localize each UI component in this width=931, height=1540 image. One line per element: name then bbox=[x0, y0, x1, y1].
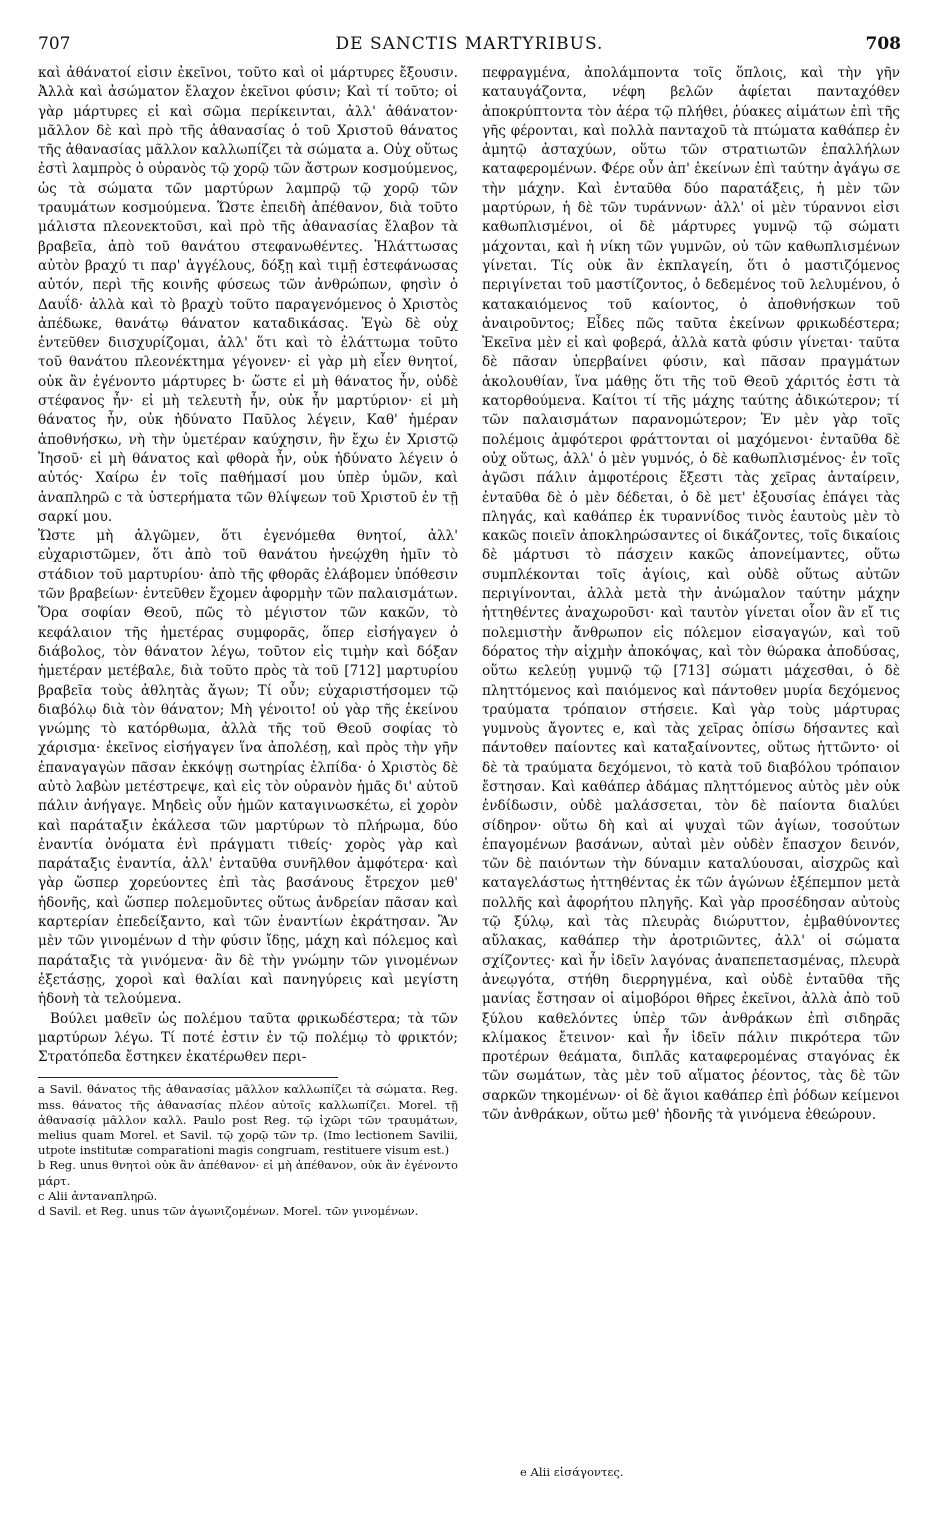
page-header bbox=[38, 34, 901, 58]
footnote-c: c Alii ἀνταναπληρῶ. bbox=[38, 1188, 158, 1203]
footnote-a: a Savil. θάνατος τῆς ἀθανασίας μᾶλλον καλλωπίζει τὰ σώματα. Reg. mss. θάνατος τῆς ἀθανασίας πλέον αὐτοῖς καλλωπίζει. Morel. τῇ ἀθανασίᾳ μᾶλλον καλλ. Paulo post Reg. τῷ ἰχῶρι τῶν τραυμάτων, melius quam Morel. et Savil. τῷ χορῷ τῶν τρ. (Imo lectionem Savilii, utpote institutæ comparationi magis congruam, restituere visum est.) bbox=[38, 1082, 458, 1158]
right-column bbox=[482, 64, 900, 1125]
paragraph: Βούλει μαθεῖν ὡς πολέμου ταῦτα φρικωδέστερα; τὰ τῶν μαρτύρων λέγω. Τί ποτέ ἐστιν ἐν τῷ πολέμῳ τὸ φρικτόν; Στρατόπεδα ἔστηκεν ἑκατέρωθεν περι- bbox=[38, 1010, 458, 1066]
footnote-d: d Savil. et Reg. unus τῶν ἀγωνιζομένων. Morel. τῶν γινομένων. bbox=[38, 1204, 419, 1219]
paragraph: Ὥστε μὴ ἀλγῶμεν, ὅτι ἐγενόμεθα θνητοί, ἀλλ' εὐχαριστῶμεν, ὅτι ἀπὸ τοῦ θανάτου ἠνεῴχθη ἡμῖν τὸ στάδιον τοῦ μαρτυρίου· ἀπὸ τῆς φθορᾶς ἐλάβομεν ὑπόθεσιν τῶν βραβείων· ἐντεῦθεν ἔχομεν ἀφορμὴν τῶν παλαισμάτων. Ὅρα σοφίαν Θεοῦ, πῶς τὸ μέγιστον τῶν κακῶν, τὸ κεφάλαιον τῆς ἡμετέρας συμφορᾶς, ὅπερ εἰσήγαγεν ὁ διάβολος, τὸν θάνατον λέγω, τοῦτον εἰς τιμὴν καὶ δόξαν ἡμετέραν μετέβαλε, διὰ τοῦτο πρὸς τὰ τοῦ [712] μαρτυρίου βραβεῖα τοὺς ἀθλητὰς ἄγων; Τί οὖν; εὐχαριστήσομεν τῷ διαβόλῳ διὰ τὸν θάνατον; Μὴ γένοιτο! οὐ γὰρ τῆς ἐκείνου γνώμης τὸ κατόρθωμα, ἀλλὰ τῆς τοῦ Θεοῦ σοφίας τὸ χάρισμα· ἐκεῖνος εἰσήγαγεν ἵνα ἀπολέσῃ, καὶ πρὸς τὴν γῆν ἐπαναγαγὼν πᾶσαν ἐκκόψῃ σωτηρίας ἐλπίδα· ὁ Χριστὸς δὲ αὐτὸ λαβὼν μετέστρεψε, καὶ εἰς τὸν οὐρανὸν ἡμᾶς δι' αὐτοῦ πάλιν ἀνήγαγε. Μηδεὶς οὖν ἡμῶν καταγινωσκέτω, εἰ χορὸν καὶ παράταξιν ἐκάλεσα τῶν μαρτύρων τὸ πλήρωμα, δύο ἐναντία ὀνόματα ἐνὶ πράγματι τιθείς· χορὸς γὰρ καὶ παράταξις ἐναντία, ἀλλ' ἐνταῦθα συνῆλθον ἀμφότερα· καὶ γὰρ ὥσπερ χορεύοντες ἐπὶ τὰς βασάνους ἔτρεχον μεθ' ἡδονῆς, καὶ ὥσπερ πολεμοῦντες οὕτως ἀνδρείαν πᾶσαν καὶ καρτερίαν ἐπεδείξαντο, καὶ τῶν ἐναντίων ἐκράτησαν. Ἂν μὲν τῶν γινομένων d τὴν φύσιν ἴδῃς, μάχη καὶ πόλεμος καὶ παράταξις τὰ γινόμενα· ἂν δὲ τὴν γνώμην τῶν γινομένων ἐξετάσῃς, χοροὶ καὶ θαλίαι καὶ πανηγύρεις καὶ μεγίστη ἡδονὴ τὰ τελούμενα. bbox=[38, 528, 458, 1008]
footnote-e: e Alii εἰσάγοντες. bbox=[520, 1465, 624, 1479]
page-number-right: 708 bbox=[865, 34, 901, 54]
left-column bbox=[38, 64, 458, 1219]
running-title: DE SANCTIS MARTYRIBUS. bbox=[335, 34, 604, 54]
paragraph: πεφραγμένα, ἀπολάμποντα τοῖς ὅπλοις, καὶ τὴν γῆν καταυγάζοντα, νέφη βελῶν ἀφίεται πανταχόθεν ἀποκρύπτοντα τὸν ἀέρα τῷ πλήθει, ῥύακες αἱμάτων ἐπὶ τῆς γῆς φέρονται, καὶ πολλὰ πανταχοῦ τὰ πτώματα καθάπερ ἐν ἀμητῷ ἀσταχύων, οὕτω τῶν στρατιωτῶν ἐπαλλήλων καταφερομένων. Φέρε οὖν ἀπ' ἐκείνων ἐπὶ ταύτην ἀγάγω σε τὴν μάχην. Καὶ ἐνταῦθα δύο παρατάξεις, ἡ μὲν τῶν μαρτύρων, ἡ δὲ τῶν τυράννων· ἀλλ' οἱ μὲν τύραννοι εἰσι καθωπλισμένοι, οἱ δὲ μάρτυρες γυμνῷ τῷ σώματι μάχονται, καὶ ἡ νίκη τῶν γυμνῶν, οὐ τῶν καθωπλισμένων γίνεται. Τίς οὐκ ἂν ἐκπλαγείη, ὅτι ὁ μαστιζόμενος περιγίνεται τοῦ μαστίζοντος, ὁ δεδεμένος τοῦ λελυμένου, ὁ κατακαιόμενος τοῦ καίοντος, ὁ ἀποθνήσκων τοῦ ἀναιροῦντος; Εἶδες πῶς ταῦτα ἐκείνων φρικωδέστερα; Ἐκεῖνα μὲν εἰ καὶ φοβερά, ἀλλὰ κατὰ φύσιν γίνεται· ταῦτα δὲ πᾶσαν ὑπερβαίνει φύσιν, καὶ πᾶσαν πραγμάτων ἀκολουθίαν, ἵνα μάθῃς ὅτι τῆς τοῦ Θεοῦ χάριτός ἐστι τὰ κατορθούμενα. Καίτοι τί τῆς μάχης ταύτης ἀδικώτερον; τί τῶν παλαισμάτων παρανομώτερον; Ἐν μὲν γὰρ τοῖς πολέμοις ἀμφότεροι φράττονται οἱ μαχόμενοι· ἐνταῦθα δὲ οὐχ οὕτως, ἀλλ' ὁ μὲν γυμνός, ὁ δὲ καθωπλισμένος· ἐν τοῖς ἀγῶσι πάλιν ἀμφοτέροις ἔξεστι τὰς χεῖρας ἀνταίρειν, ἐνταῦθα δὲ ὁ μὲν δέδεται, ὁ δὲ μετ' ἐξουσίας ἐπάγει τὰς πληγάς, καὶ καθάπερ ἐκ τυραννίδος τινὸς ἑαυτοὺς μὲν τὸ κακῶς ποιεῖν ἀποκληρώσαντες οἱ δικάζοντες, τοῖς δικαίοις δὲ μάρτυσι τὸ πάσχειν κακῶς ἀπονείμαντες, οὕτω συμπλέκονται τοῖς ἁγίοις, καὶ οὐδὲ οὕτως αὐτῶν περιγίνονται, ἀλλὰ μετὰ τὴν ἀνώμαλον ταύτην μάχην ἡττηθέντες ἀναχωροῦσι· καὶ ταυτὸν γίνεται οἷον ἂν εἴ τις πολεμιστὴν ἄνθρωπον εἰς πόλεμον εἰσαγαγών, καὶ τοῦ δόρατος τὴν αἰχμὴν ἀποκόψας, καὶ τὸν θώρακα ἀποδύσας, οὕτω κελεύῃ γυμνῷ τῷ [713] σώματι μάχεσθαι, ὁ δὲ πληττόμενος καὶ παιόμενος καὶ πάντοθεν μυρία δεχόμενος τραύματα τρόπαιον στήσειε. Καὶ γὰρ τοὺς μάρτυρας γυμνοὺς ἄγοντες e, καὶ τὰς χεῖρας ὀπίσω δήσαντες καὶ πάντοθεν παίοντες καὶ καταξαίνοντες, οὕτως ἡττῶντο· οἱ δὲ τὰ τραύματα δεχόμενοι, τὸ κατὰ τοῦ διαβόλου τρόπαιον ἔστησαν. Καὶ καθάπερ ἀδάμας πληττόμενος αὐτὸς μὲν οὐκ ἐνδίδωσιν, οὐδὲ μαλάσσεται, τὸν δὲ παίοντα διαλύει σίδηρον· οὕτω δὴ καὶ αἱ ψυχαὶ τῶν ἁγίων, τοσούτων ἐπαγομένων βασάνων, αὐταὶ μὲν οὐδὲν ἔπασχον δεινόν, τῶν δὲ παιόντων τὴν δύναμιν καταλύουσαι, αἰσχρῶς καὶ καταγελάστως ἡττηθέντας ἐκ τῶν ἀγώνων ἐξέπεμπον μετὰ πολλῆς καὶ ἀφορήτου πληγῆς. Καὶ γὰρ προσέδησαν αὐτοὺς τῷ ξύλῳ, καὶ τὰς πλευρὰς διώρυττον, ἐμβαθύνοντες αὔλακας, καθάπερ τὴν ἀροτριῶντες, ἀλλ' οἱ σώματα σχίζοντες· καὶ ἦν ἰδεῖν λαγόνας ἀναπεπετασμένας, πλευρὰ ἀνεῳγότα, στήθη διερρηγμένα, καὶ οὐδὲ ἐνταῦθα τῆς μανίας ἔστησαν οἱ αἱμοβόροι θῆρες ἐκεῖνοι, ἀλλὰ ἀπὸ τοῦ ξύλου καθελόντες ὑπὲρ τῶν ἀνθράκων ἐπὶ σιδηρᾶς κλίμακος ἔτεινον· καὶ ἦν ἰδεῖν πάλιν πικρότερα τῶν προτέρων θεάματα, διπλᾶς καταφερομένας σταγόνας ἐκ τῶν σωμάτων, τὰς μὲν τοῦ αἵματος ῥέοντος, τὰς δὲ τῶν σαρκῶν τηκομένων· οἱ δὲ ἅγιοι καθάπερ ἐπὶ ῥόδων κείμενοι τῶν ἀνθράκων, οὕτω μεθ' ἡδονῆς τὰ γινόμενα ἐθεώρουν. bbox=[482, 65, 900, 1124]
page-number-left: 707 bbox=[38, 34, 71, 54]
footnote-b: b Reg. unus θνητοὶ οὐκ ἂν ἀπέθανον· εἰ μὴ ἀπέθανον, οὐκ ἂν ἐγένοντο μάρτ. bbox=[38, 1158, 458, 1188]
paragraph: καὶ ἀθάνατοί εἰσιν ἐκεῖνοι, τοῦτο καὶ οἱ μάρτυρες ἔξουσιν. Ἀλλὰ καὶ ἀσώματον ἔλαχον ἐκεῖνοι φύσιν; Καὶ τί τοῦτο; οἱ γὰρ μάρτυρες εἰ καὶ σῶμα περίκεινται, ἀλλ' ἀθάνατον· μᾶλλον δὲ καὶ πρὸ τῆς ἀθανασίας ὁ τοῦ Χριστοῦ θάνατος τῆς ἀθανασίας μᾶλλον καλλωπίζει τὰ σώματα a. Οὐχ οὕτως ἐστὶ λαμπρὸς ὁ οὐρανὸς τῷ χορῷ τῶν ἄστρων κοσμούμενος, ὡς τὰ σώματα τῶν μαρτύρων λαμπρῷ τῷ χορῷ τῶν τραυμάτων κοσμούμενα. Ὥστε ἐπειδὴ ἀπέθανον, διὰ τοῦτο μάλιστα πλεονεκτοῦσι, καὶ πρὸ τῆς ἀθανασίας ἔλαβον τὰ βραβεῖα, ἀπὸ τοῦ θανάτου στεφανωθέντες. Ἠλάττωσας αὐτὸν βραχύ τι παρ' ἀγγέλους, δόξῃ καὶ τιμῇ ἐστεφάνωσας αὐτόν, περὶ τῆς κοινῆς φύσεως τῶν ἀνθρώπων, φησὶν ὁ Δαυΐδ· ἀλλὰ καὶ τὸ βραχὺ τοῦτο παραγενόμενος ὁ Χριστὸς ἀπέδωκε, θανάτῳ θάνατον καταδικάσας. Ἐγὼ δὲ οὐχ ἐντεῦθεν διισχυρίζομαι, ἀλλ' ὅτι καὶ τὸ ἐλάττωμα τοῦτο τοῦ θανάτου πλεονέκτημα γέγονεν· εἰ γὰρ μὴ εἶεν θνητοί, οὐκ ἂν ἐγένοντο μάρτυρες b· ὥστε εἰ μὴ θάνατος ἦν, οὐδὲ στέφανος ἦν· εἰ μὴ τελευτὴ ἦν, οὐκ ἦν μαρτύριον· εἰ μὴ θάνατος ἦν, οὐκ ἠδύνατο Παῦλος λέγειν, Καθ' ἡμέραν ἀποθνήσκω, νὴ τὴν ὑμετέραν καύχησιν, ἣν ἔχω ἐν Χριστῷ Ἰησοῦ· εἰ μὴ θάνατος καὶ φθορὰ ἦν, οὐκ ἠδύνατο λέγειν ὁ αὐτός· Χαίρω ἐν τοῖς παθήμασί μου ὑπὲρ ὑμῶν, καὶ ἀναπληρῶ c τὰ ὑστερήματα τῶν θλίψεων τοῦ Χριστοῦ ἐν τῇ σαρκί μου. bbox=[38, 65, 458, 525]
